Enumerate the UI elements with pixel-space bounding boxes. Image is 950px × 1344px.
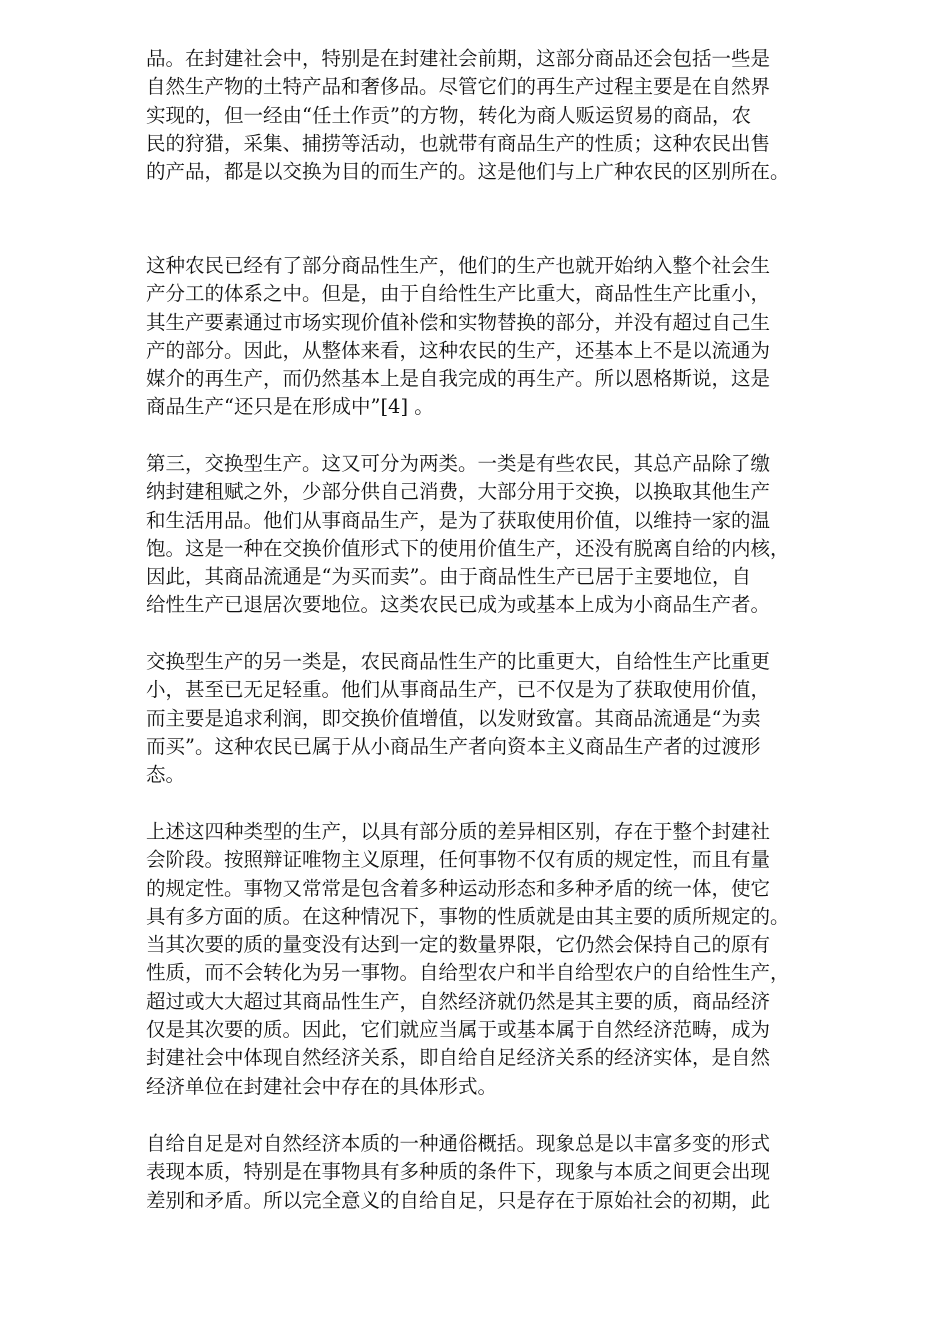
text-line: 第三，交换型生产。这又可分为两类。一类是有些农民，其总产品除了缴 (146, 452, 771, 475)
text-line: 的产品，都是以交换为目的而生产的。这是他们与上广种农民的区别所在。 (146, 160, 790, 184)
text-line: 其生产要素通过市场实现价值补偿和实物替换的部分，并没有超过自己生 (146, 310, 771, 334)
text-line: 产分工的体系之中。但是，由于自给性生产比重大，商品性生产比重小， (146, 282, 771, 306)
paragraph-2 (146, 252, 866, 422)
paragraph-6 (146, 1130, 866, 1215)
paragraph-3 (146, 450, 866, 620)
text-line: 超过或大大超过其商品性生产，自然经济就仍然是其主要的质，商品经济 (146, 989, 771, 1013)
text-line: 给性生产已退居次要地位。这类农民已成为或基本上成为小商品生产者。 (146, 593, 771, 617)
text-line: 和生活用品。他们从事商品生产，是为了获取使用价值，以维持一家的温 (146, 508, 771, 532)
text-line: 自给自足是对自然经济本质的一种通俗概括。现象总是以丰富多变的形式 (146, 1132, 771, 1155)
text-line: 性质，而不会转化为另一事物。自给型农户和半自给型农户的自给性生产， (146, 961, 790, 985)
text-line: 仅是其次要的质。因此，它们就应当属于或基本属于自然经济范畴，成为 (146, 1018, 771, 1042)
text-line: 商品生产“还只是在形成中”[4] 。 (146, 395, 434, 419)
text-line: 经济单位在封建社会中存在的具体形式。 (146, 1074, 498, 1098)
text-line: 具有多方面的质。在这种情况下，事物的性质就是由其主要的质所规定的。 (146, 904, 790, 928)
text-line: 品。在封建社会中，特别是在封建社会前期，这部分商品还会包括一些是 (146, 47, 771, 70)
text-line: 封建社会中体现自然经济关系，即自给自足经济关系的经济实体，是自然 (146, 1046, 771, 1070)
text-line: 态。 (146, 763, 186, 787)
text-line: 的规定性。事物又常常是包含着多种运动形态和多种矛盾的统一体，使它 (146, 876, 771, 900)
text-line: 民的狩猎，采集、捕捞等活动，也就带有商品生产的性质；这种农民出售 (146, 131, 771, 155)
text-line: 会阶段。按照辩证唯物主义原理，任何事物不仅有质的规定性，而且有量 (146, 848, 771, 872)
text-line: 这种农民已经有了部分商品性生产，他们的生产也就开始纳入整个社会生 (146, 254, 771, 277)
text-line: 饱。这是一种在交换价值形式下的使用价值生产，还没有脱离自给的内核， (146, 536, 790, 560)
text-line: 小，甚至已无足轻重。他们从事商品生产，已不仅是为了获取使用价值， (146, 678, 771, 702)
text-line: 媒介的再生产，而仍然基本上是自我完成的再生产。所以恩格斯说，这是 (146, 367, 771, 391)
text-line: 差别和矛盾。所以完全意义的自给自足，只是存在于原始社会的初期，此 (146, 1188, 771, 1212)
text-line: 上述这四种类型的生产，以具有部分质的差异相区别，存在于整个封建社 (146, 820, 771, 843)
paragraph-4 (146, 648, 866, 789)
text-line: 表现本质，特别是在事物具有多种质的条件下，现象与本质之间更会出现 (146, 1160, 771, 1184)
text-line: 当其次要的质的量变没有达到一定的数量界限，它仍然会保持自己的原有 (146, 933, 771, 957)
text-line: 交换型生产的另一类是，农民商品性生产的比重更大，自给性生产比重更 (146, 650, 771, 673)
paragraph-5 (146, 818, 866, 1101)
text-line: 而主要是追求利润，即交换价值增值，以发财致富。其商品流通是“为卖 (146, 706, 761, 730)
text-line: 因此，其商品流通是“为买而卖”。由于商品性生产已居于主要地位，自 (146, 565, 751, 589)
text-line: 而买”。这种农民已属于从小商品生产者向资本主义商品生产者的过渡形 (146, 734, 761, 758)
text-line: 产的部分。因此，从整体来看，这种农民的生产，还基本上不是以流通为 (146, 338, 771, 362)
text-line: 纳封建租赋之外，少部分供自己消费，大部分用于交换，以换取其他生产 (146, 480, 771, 504)
text-line: 自然生产物的土特产品和奢侈品。尽管它们的再生产过程主要是在自然界 (146, 75, 771, 99)
text-line: 实现的，但一经由“任土作贡”的方物，转化为商人贩运贸易的商品，农 (146, 103, 751, 127)
paragraph-1 (146, 45, 866, 186)
